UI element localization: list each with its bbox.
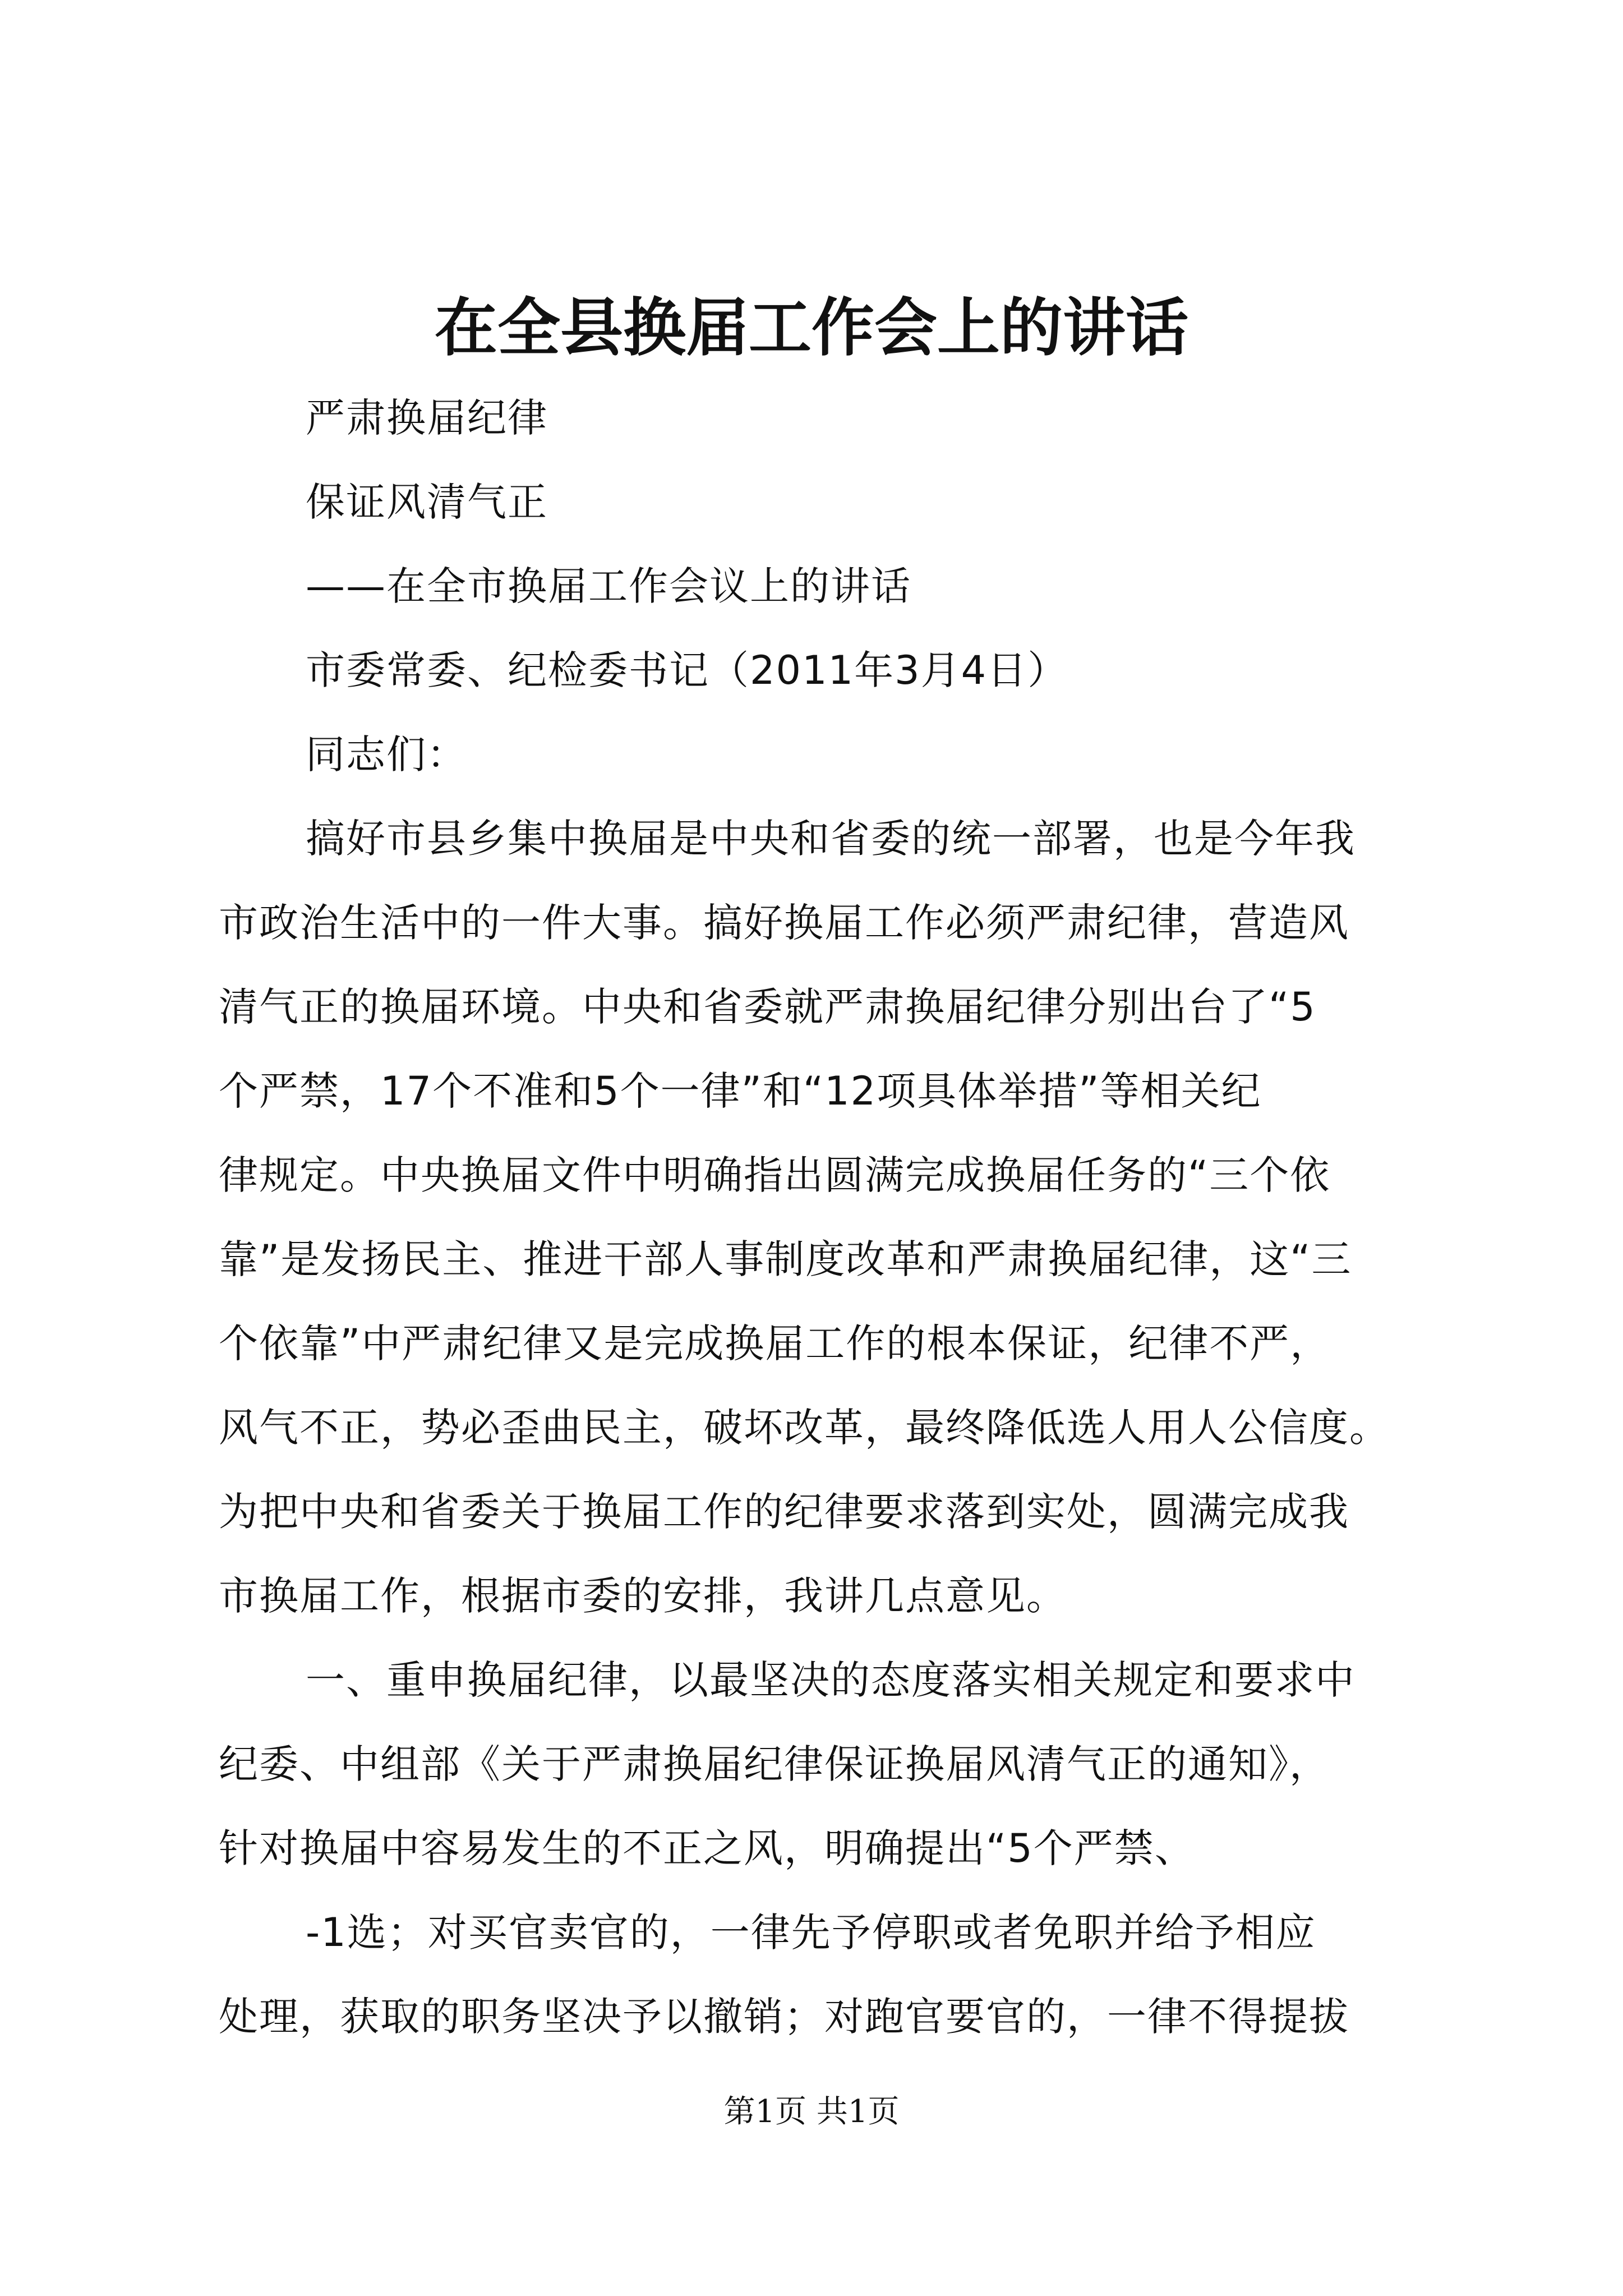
paragraph-line: 为把中央和省委关于换届工作的纪律要求落到实处，圆满完成我	[219, 1489, 1349, 1535]
heading-line-4: 市委常委、纪检委书记（2011年3月4日）	[306, 647, 1068, 693]
paragraph-line: 个严禁，17个不准和5个一律”和“12项具体举措”等相关纪	[219, 1068, 1262, 1114]
paragraph-line: 清气正的换届环境。中央和省委就严肃换届纪律分别出台了“5	[219, 984, 1316, 1030]
paragraph-line: 市政治生活中的一件大事。搞好换届工作必须严肃纪律，营造风	[219, 900, 1349, 946]
paragraph-line: 一、重申换届纪律，以最坚决的态度落实相关规定和要求中	[306, 1657, 1355, 1703]
paragraph-line: 市换届工作，根据市委的安排，我讲几点意见。	[219, 1573, 1067, 1619]
heading-line-2: 保证风清气正	[306, 479, 548, 525]
paragraph-line: 风气不正，势必歪曲民主，破坏改革，最终降低选人用人公信度。	[219, 1405, 1390, 1451]
salutation: 同志们：	[306, 731, 467, 777]
page-indicator: 第1页 共1页	[723, 2093, 900, 2130]
paragraph-line: 针对换届中容易发生的不正之风，明确提出“5个严禁、	[219, 1825, 1195, 1871]
paragraph-line: 纪委、中组部《关于严肃换届纪律保证换届风清气正的通知》，	[219, 1741, 1330, 1787]
paragraph-line: 个依靠”中严肃纪律又是完成换届工作的根本保证，纪律不严，	[219, 1320, 1331, 1366]
paragraph-line: 律规定。中央换届文件中明确指出圆满完成换届任务的“三个依	[219, 1152, 1331, 1198]
paragraph-line: -1选；对买官卖官的，一律先予停职或者免职并给予相应	[306, 1910, 1316, 1955]
heading-line-1: 严肃换届纪律	[306, 395, 548, 441]
paragraph-line: 处理，获取的职务坚决予以撤销；对跑官要官的，一律不得提拔	[219, 1994, 1349, 2040]
paragraph-line: 靠”是发扬民主、推进干部人事制度改革和严肃换届纪律，这“三	[219, 1236, 1352, 1282]
paragraph-line: 搞好市县乡集中换届是中央和省委的统一部署，也是今年我	[306, 816, 1355, 862]
heading-line-3: ——在全市换届工作会议上的讲话	[306, 563, 911, 609]
document-title: 在全县换届工作会上的讲话	[435, 291, 1188, 365]
